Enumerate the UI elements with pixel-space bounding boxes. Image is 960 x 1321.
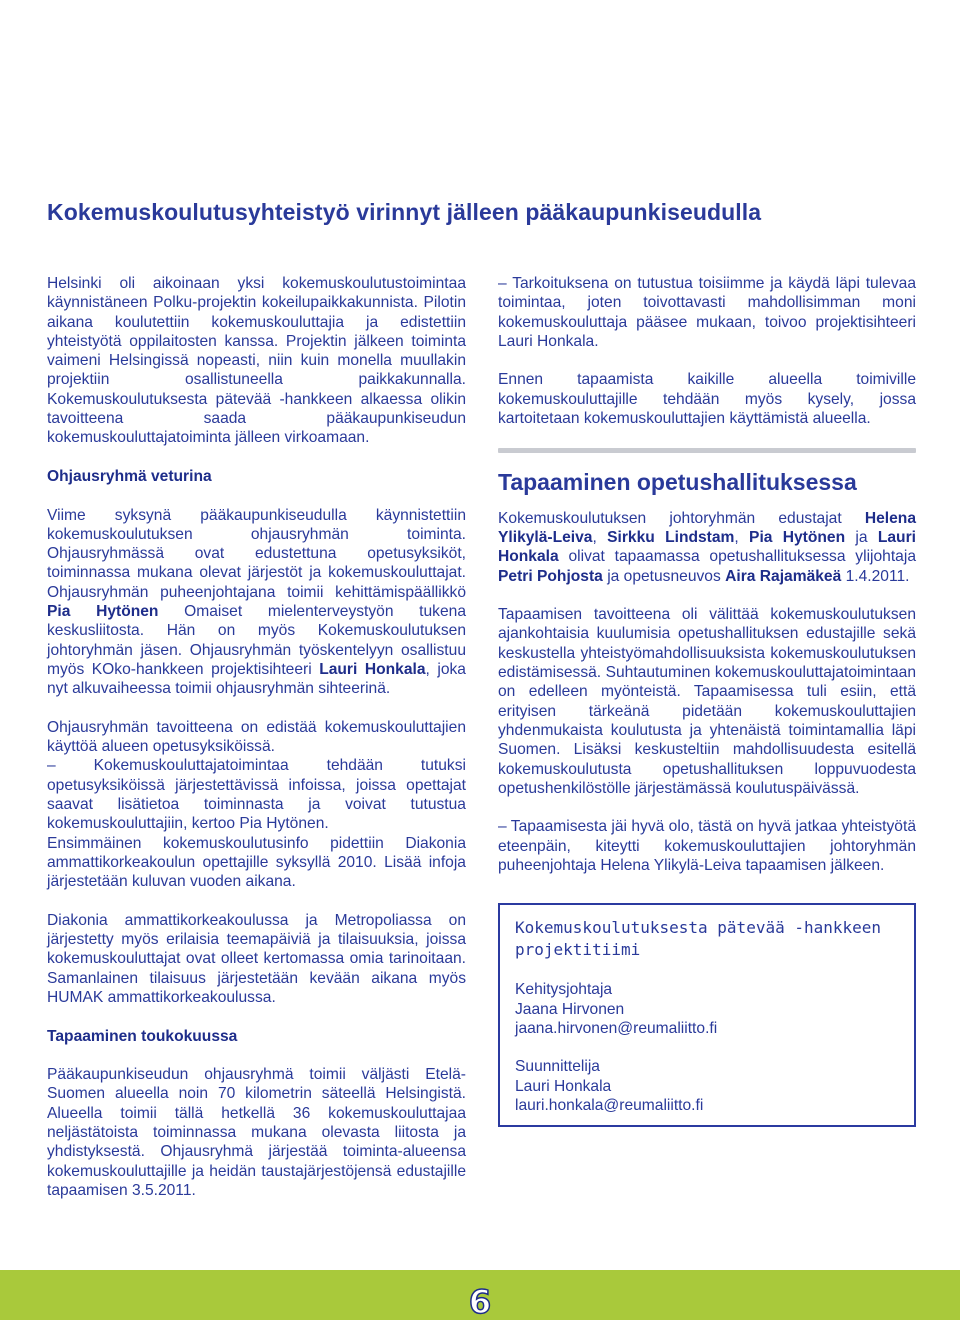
contact-1-role: Kehitysjohtaja [515, 981, 613, 999]
subheading-ohjausryhma: Ohjausryhmä veturina [47, 467, 212, 485]
quote-paragraph: – Tarkoituksena on tutustua toisiimme ja käydä läpi tulevaa toimintaa, joten toivottavasti mahdollisimman moni kokemuskouluttaja pääsee mukaan, toivoo projektisihteeri Lauri Honkala. [498, 275, 916, 350]
tavoite-paragraph: Ohjausryhmän tavoitteena on edistää kokemuskouluttajien käyttöä alueen opetusyksiköissä. – Kokemuskouluttajatoimintaa tehdään tutuksi opetusyksiköissä järjestettävissä infoissa, joissa opettajat saavat lisätietoa toiminnasta ja voivat tutustua kokemuskouluttajiin, kertoo Pia Hytönen. Ensimmäinen kokemuskoulutusinfo pidettiin Diakonia ammattikorkeakoulun opettajille syksyllä 2010. Lisää infoja järjestetään kuluvan vuoden aikana. [47, 718, 466, 891]
closing-quote-paragraph: – Tapaamisesta jäi hyvä olo, tästä on hyvä jatkaa yhteistyötä eteenpäin, kiteytti kokemuskouluttajien johtoryhmän puheenjohtaja Helena Ylikylä-Leiva tapaamisen jälkeen. [498, 818, 916, 875]
ohjausryhma-paragraph: Viime syksynä pääkaupunkiseudulla käynnistettiin kokemuskoulutuksen ohjausryhmän toiminta. Ohjausryhmässä ovat edustettuna opetusyksiköt, toiminnassa mukana olevat järjestöt ja kokemuskouluttajat. Ohjausryhmän puheenjohtajana toimii kehittämispäällikkö Pia Hytönen Omaiset mielenterveystyön tukena keskusliitosta. Hän on myös Kokemuskoulutuksen johtoryhmän jäsen. Ohjausryhmän työskentelyyn osallistuu myös KOko-hankkeen projektisihteeri Lauri Honkala, joka nyt alkuvaiheessa toimii ohjausryhmän sihteerinä. [47, 506, 466, 698]
teemapaivat-paragraph: Diakonia ammattikorkeakoulussa ja Metropoliassa on järjestetty myös erilaisia teemapäiviä ja tilaisuuksia, joissa kokemuskouluttajat ovat olleet kertomassa omia tarinoitaan. Samanlainen tilaisuus järjestetään kevään aikana myös HUMAK ammattikorkeakoulussa. [47, 911, 466, 1006]
page-number: 6 [468, 1283, 492, 1321]
name-pia-hytonen: Pia Hytönen [47, 603, 159, 621]
kysely-paragraph: Ennen tapaamista kaikille alueella toimiville kokemuskouluttajille tehdään myös kysely, jossa kartoitetaan kokemuskouluttajien käyttämistä alueella. [498, 371, 916, 428]
opetushallitus-paragraph: Kokemuskoulutuksen johtoryhmän edustajat Helena Ylikylä-Leiva, Sirkku Lindstam, Pia Hytönen ja Lauri Honkala olivat tapaamassa opetushallituksessa ylijohtaja Petri Pohjosta ja opetusneuvos Aira Rajamäkeä 1.4.2011. [498, 509, 916, 585]
right-column [498, 274, 916, 1127]
tapaaminen-paragraph: Pääkaupunkiseudun ohjausryhmä toimii väljästi Etelä-Suomen alueella noin 70 kilometrin säteellä Helsingistä. Alueella toimii tällä hetkellä 36 kokemuskouluttajaa neljästätoista toiminnassa mukana olevasta liitosta ja yhdistyksestä. Ohjausryhmä järjestää toiminta-alueensa kokemuskouluttajille ja heidän taustajärjestöjensä edustajille tapaamisen 3.5.2011. [47, 1066, 466, 1199]
project-team-box [498, 903, 916, 1127]
left-column [47, 274, 466, 1220]
contact-1-email[interactable]: jaana.hirvonen@reumaliitto.fi [515, 1019, 718, 1037]
intro-paragraph: Helsinki oli aikoinaan yksi kokemuskoulutustoimintaa käynnistäneen Polku-projektin kokeilupaikkakunnista. Pilotin aikana koulutettiin kokemuskouluttajia ja edistettiin yhteistyötä oppilaitosten kanssa. Projektin jälkeen toiminta vaimeni Helsingissä nopeasti, niin kuin monella muullakin projektiin osallistuneella paikkakunnalla. Kokemuskoulutuksesta pätevää -hankkeen alkaessa olikin tavoitteena saada pääkaupunkiseudun kokemuskouluttajatoiminta jälleen virkoamaan. [47, 275, 466, 447]
contact-1-name: Jaana Hirvonen [515, 1000, 625, 1018]
project-team-title: Kokemuskoulutuksesta pätevää -hankkeen projektitiimi [515, 918, 882, 960]
section-heading-opetushallitus: Tapaaminen opetushallituksessa [498, 469, 857, 496]
contact-2-name: Lauri Honkala [515, 1077, 612, 1095]
section-divider [498, 448, 916, 453]
contact-2-email[interactable]: lauri.honkala@reumaliitto.fi [515, 1096, 704, 1114]
tavoite-opetushallitus-paragraph: Tapaamisen tavoitteena oli välittää kokemuskoulutuksen ajankohtaisia kuulumisia opetushallituksen edustajille sekä keskustella yhteistyömahdollisuuksista kokemuskoulutuksen edistämisessä. Suhtautuminen kokemuskouluttajatoimintaan on edelleen myönteistä. Tapaamisessa tuli esiin, että erityisen tärkeänä pidetään kokemuskouluttajien yhdenmukaista koulutusta ja yhtenäistä toimintamallia läpi Suomen. Lisäksi keskusteltiin mahdollisuudesta esitellä kokemuskoulutusta opetushallituksen loppuvuodesta opetushenkilöstölle järjestämässä koulutuspäivässä. [498, 606, 916, 797]
article-headline: Kokemuskoulutusyhteistyö virinnyt jälleen pääkaupunkiseudulla [47, 199, 762, 225]
subheading-tapaaminen: Tapaaminen toukokuussa [47, 1027, 238, 1045]
name-lauri-honkala: Lauri Honkala [319, 660, 426, 678]
contact-2-role: Suunnittelija [515, 1058, 600, 1076]
